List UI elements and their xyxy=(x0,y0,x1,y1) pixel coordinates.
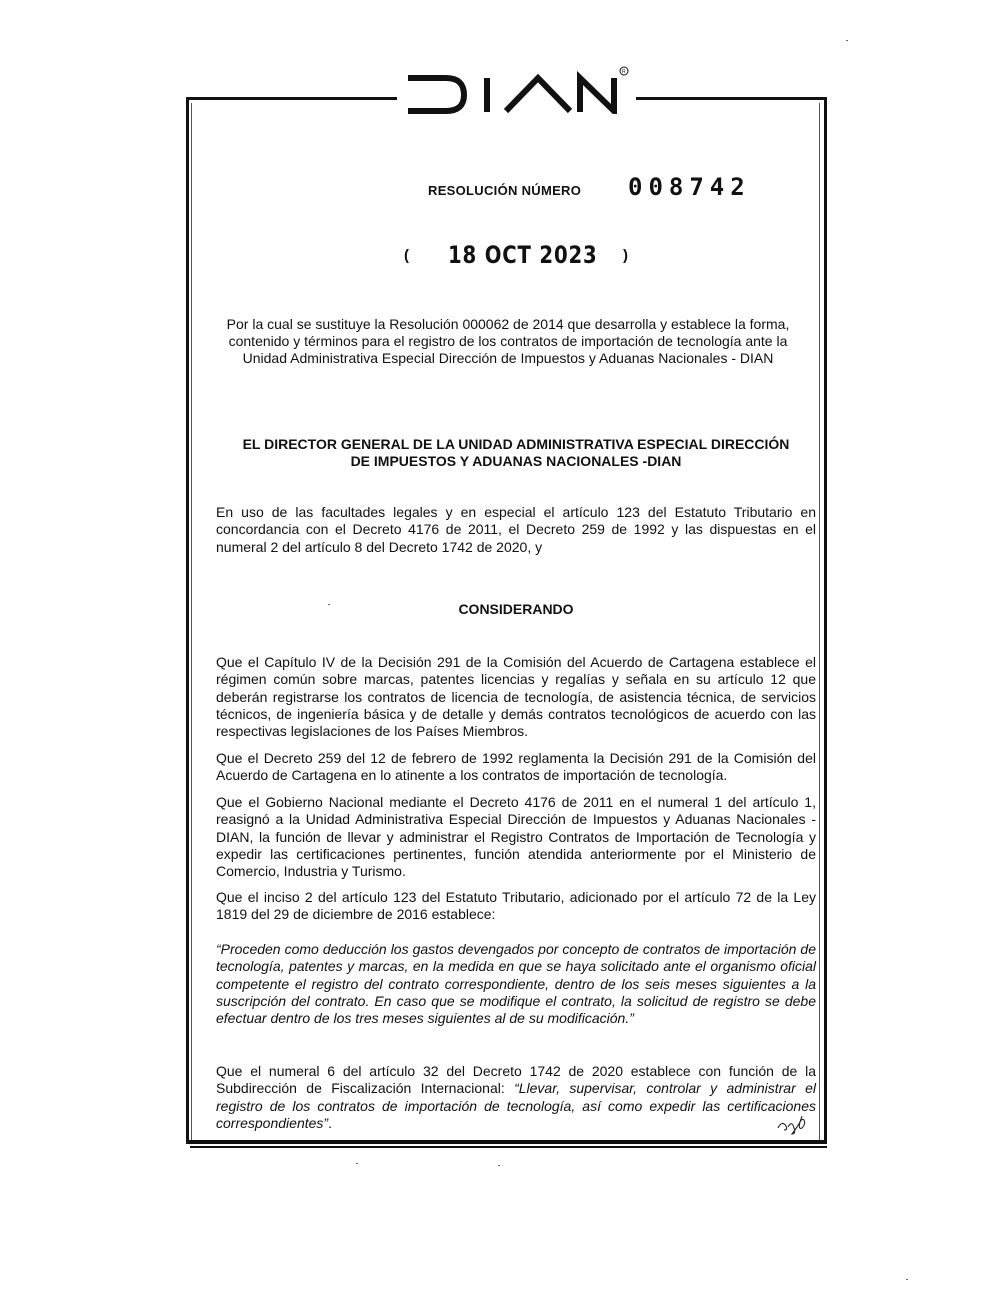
considering-paragraph-2: Que el Decreto 259 del 12 de febrero de 1992 reglamenta la Decisión 291 de la Comisión del Acuerdo de Cartagena en lo atinente a los contratos de importación de tecnología. xyxy=(216,750,816,784)
authority-line-2: DE IMPUESTOS Y ADUANAS NACIONALES -DIAN xyxy=(350,453,682,469)
considering-paragraph-4: Que el inciso 2 del artículo 123 del Estatuto Tributario, adicionado por el artículo 72 de la Ley 1819 del 29 de diciembre de 2016 establece: xyxy=(216,889,816,923)
issuing-authority xyxy=(216,436,816,470)
authority-line-1: EL DIRECTOR GENERAL DE LA UNIDAD ADMINISTRATIVA ESPECIAL DIRECCIÓN xyxy=(242,436,790,452)
frame-top-right-rule xyxy=(636,97,827,100)
resolution-date: 18 OCT 2023 xyxy=(448,241,598,269)
frame-right-border xyxy=(824,97,827,1142)
frame-bottom-inner-border xyxy=(190,1146,827,1148)
paragraph-6-quote: “Llevar, supervisar, controlar y administrar el registro de los contratos de importación de tecnología, así como expedir las certificaciones correspondientes” xyxy=(216,1080,816,1131)
frame-top-left-rule xyxy=(187,97,397,100)
resolution-summary: Por la cual se sustituye la Resolución 000062 de 2014 que desarrolla y establece la forma, contenido y términos para el registro de los contratos de importación de tecnología ante la Unidad Administrativa Especial Dirección de Impuestos y Aduanas Nacionales - DIAN xyxy=(226,316,790,366)
considering-paragraph-3: Que el Gobierno Nacional mediante el Decreto 4176 de 2011 en el numeral 1 del artículo 1, reasignó a la Unidad Administrativa Especial Dirección de Impuestos y Aduanas Nacionales -DIAN, la función de llevar y administrar el Registro Contratos de Importación de Tecnología y expedir las certificaciones pertinentes, función atendida anteriormente por el Ministerio de Comercio, Industria y Turismo. xyxy=(216,794,816,880)
svg-text:R: R xyxy=(622,69,626,75)
scan-speck xyxy=(846,40,848,41)
resolution-label: RESOLUCIÓN NÚMERO xyxy=(428,183,582,198)
resolution-number: 008742 xyxy=(628,173,751,201)
considering-paragraph-1: Que el Capítulo IV de la Decisión 291 de la Comisión del Acuerdo de Cartagena establece el régimen común sobre marcas, patentes licencias y regalías y señala en su artículo 12 que deberán registrarse los contratos de licencia de tecnología, de asistencia técnica, de servicios técnicos, de ingeniería básica y de detalle y demás contratos tecnológicos de acuerdo con las respectivas legislaciones de los Países Miembros. xyxy=(216,654,816,740)
scan-speck xyxy=(906,1279,908,1280)
preamble-paragraph: En uso de las facultades legales y en especial el artículo 123 del Estatuto Tributario en concordancia con el Decreto 4176 de 2011, el Decreto 259 de 1992 y las dispuestas en el numeral 2 del artículo 8 del Decreto 1742 de 2020, y xyxy=(216,504,816,555)
handwritten-initials xyxy=(776,1112,810,1136)
quoted-article-123: “Proceden como deducción los gastos devengados por concepto de contratos de importación de tecnología, patentes y marcas, en la medida en que se haya solicitado ante el organismo oficial competente el registro del contrato correspondiente, dentro de los seis meses siguientes a la suscripción del contrato. En caso que se modifique el contrato, la solicitud de registro se debe efectuar dentro de los tres meses siguientes al de su modificación.” xyxy=(216,941,816,1027)
frame-left-inner-border xyxy=(191,103,192,1140)
frame-left-border xyxy=(186,97,189,1142)
frame-right-inner-border xyxy=(819,103,820,1140)
date-open-paren: ( xyxy=(404,247,409,264)
scan-speck xyxy=(498,1165,500,1166)
dian-logo xyxy=(398,64,636,114)
scan-speck xyxy=(328,604,330,605)
frame-bottom-border xyxy=(186,1140,827,1144)
considering-paragraph-6 xyxy=(216,1063,816,1132)
paragraph-6-lead: Que el numeral 6 del artículo 32 del Decreto 1742 de 2020 establece con función de la Subdirección de Fiscalización Internacional: xyxy=(216,1063,816,1097)
paragraph-6-end: . xyxy=(328,1114,332,1131)
considering-heading: CONSIDERANDO xyxy=(458,601,574,617)
scan-speck xyxy=(356,1163,358,1164)
date-close-paren: ) xyxy=(623,247,628,264)
